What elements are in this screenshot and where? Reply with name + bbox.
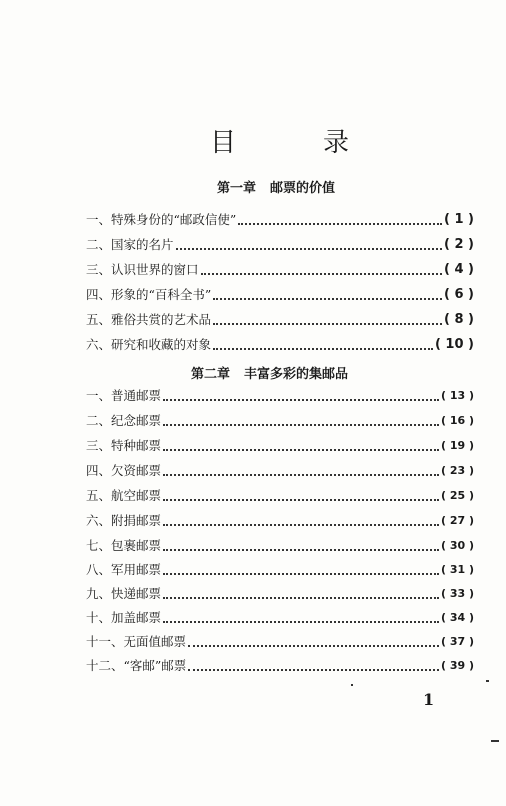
entry-page: ( 19 ) [440,439,474,452]
entry-page: ( 16 ) [440,414,474,427]
chapter-2-label: 第二章 [191,367,231,382]
entry-name: 研究和收藏的对象 [111,337,212,352]
toc-entry [86,608,474,626]
chapter-1-label: 第一章 [217,181,257,196]
entry-name: 形象的“百科全书” [111,287,212,302]
leader-dots [163,449,439,451]
entry-number: 十二、 [86,658,124,673]
entry-page: ( 33 ) [440,587,474,600]
toc-entry [86,511,474,529]
toc-entry [86,461,474,479]
toc-entry [86,436,474,454]
entry-number: 一、 [86,212,112,227]
entry-page: ( 1 ) [444,212,474,227]
leader-dots [163,573,439,575]
entry-number: 六、 [86,513,112,528]
toc-entry [86,536,474,554]
entry-number: 三、 [86,262,112,277]
entry-number: 十一、 [86,634,124,649]
chapter-1-heading [217,177,335,196]
entry-page: ( 30 ) [440,539,474,552]
entry-number: 二、 [86,237,112,252]
entry-name: 特殊身份的“邮政信使” [111,212,237,227]
leader-dots [163,597,439,599]
entry-name: 无面值邮票 [123,634,187,649]
toc-entry [86,310,474,328]
entry-number: 十、 [86,610,112,625]
toc-entry [86,210,474,228]
entry-number: 八、 [86,562,112,577]
entry-name: 国家的名片 [111,237,174,252]
entry-name: 纪念邮票 [111,413,162,428]
leader-dots [163,621,439,623]
leader-dots [201,273,442,275]
toc-entry [86,335,474,353]
leader-dots [163,399,439,401]
chapter-1-title: 邮票的价值 [270,181,336,196]
toc-title-left: 目 [210,128,237,158]
leader-dots [213,348,433,350]
leader-dots [213,298,442,300]
entry-name: 认识世界的窗口 [111,262,199,277]
entry-name: 附捐邮票 [111,513,162,528]
leader-dots [163,424,439,426]
entry-page: ( 13 ) [440,389,474,402]
entry-number: 五、 [86,488,112,503]
toc-entry [86,235,474,253]
chapter-2-title: 丰富多彩的集邮品 [244,367,349,382]
leader-dots [176,248,442,250]
entry-page: ( 39 ) [440,659,474,672]
toc-entry [86,411,474,429]
entry-page: ( 31 ) [440,563,474,576]
entry-name: 雅俗共赏的艺术品 [111,312,212,327]
entry-name: 航空邮票 [111,488,162,503]
leader-dots [163,549,439,551]
entry-number: 四、 [86,463,112,478]
page-number-mark: 1 [423,690,435,709]
scan-speck [486,680,489,682]
toc-title-right: 录 [323,128,350,158]
entry-page: ( 6 ) [444,287,474,302]
leader-dots [188,669,439,671]
chapter-2-heading [191,363,348,382]
leader-dots [163,474,439,476]
toc-entry [86,285,474,303]
entry-number: 一、 [86,388,112,403]
entry-name: 军用邮票 [111,562,162,577]
entry-name: 包裹邮票 [111,538,162,553]
toc-entry [86,486,474,504]
entry-page: ( 10 ) [434,337,474,352]
entry-name: 特种邮票 [111,438,162,453]
entry-name: 快递邮票 [111,586,162,601]
entry-number: 九、 [86,586,112,601]
leader-dots [163,499,439,501]
toc-entry [86,656,474,674]
toc-entry [86,584,474,602]
scan-speck [351,684,353,686]
entry-number: 七、 [86,538,112,553]
entry-number: 二、 [86,413,112,428]
toc-entry [86,632,474,650]
entry-name: 普通邮票 [111,388,162,403]
entry-page: ( 34 ) [440,611,474,624]
leader-dots [238,223,442,225]
entry-name: 欠资邮票 [111,463,162,478]
entry-page: ( 8 ) [444,312,474,327]
toc-entry [86,260,474,278]
leader-dots [213,323,442,325]
entry-page: ( 2 ) [444,237,474,252]
toc-entry [86,560,474,578]
entry-page: ( 37 ) [440,635,474,648]
entry-page: ( 23 ) [440,464,474,477]
leader-dots [188,645,439,647]
entry-number: 三、 [86,438,112,453]
entry-page: ( 4 ) [444,262,474,277]
toc-entry [86,386,474,404]
entry-name: 加盖邮票 [111,610,162,625]
entry-number: 五、 [86,312,112,327]
entry-page: ( 27 ) [440,514,474,527]
leader-dots [163,524,439,526]
entry-number: 四、 [86,287,112,302]
entry-number: 六、 [86,337,112,352]
entry-name: “客邮”邮票 [123,658,187,673]
entry-page: ( 25 ) [440,489,474,502]
scan-speck [491,740,499,742]
